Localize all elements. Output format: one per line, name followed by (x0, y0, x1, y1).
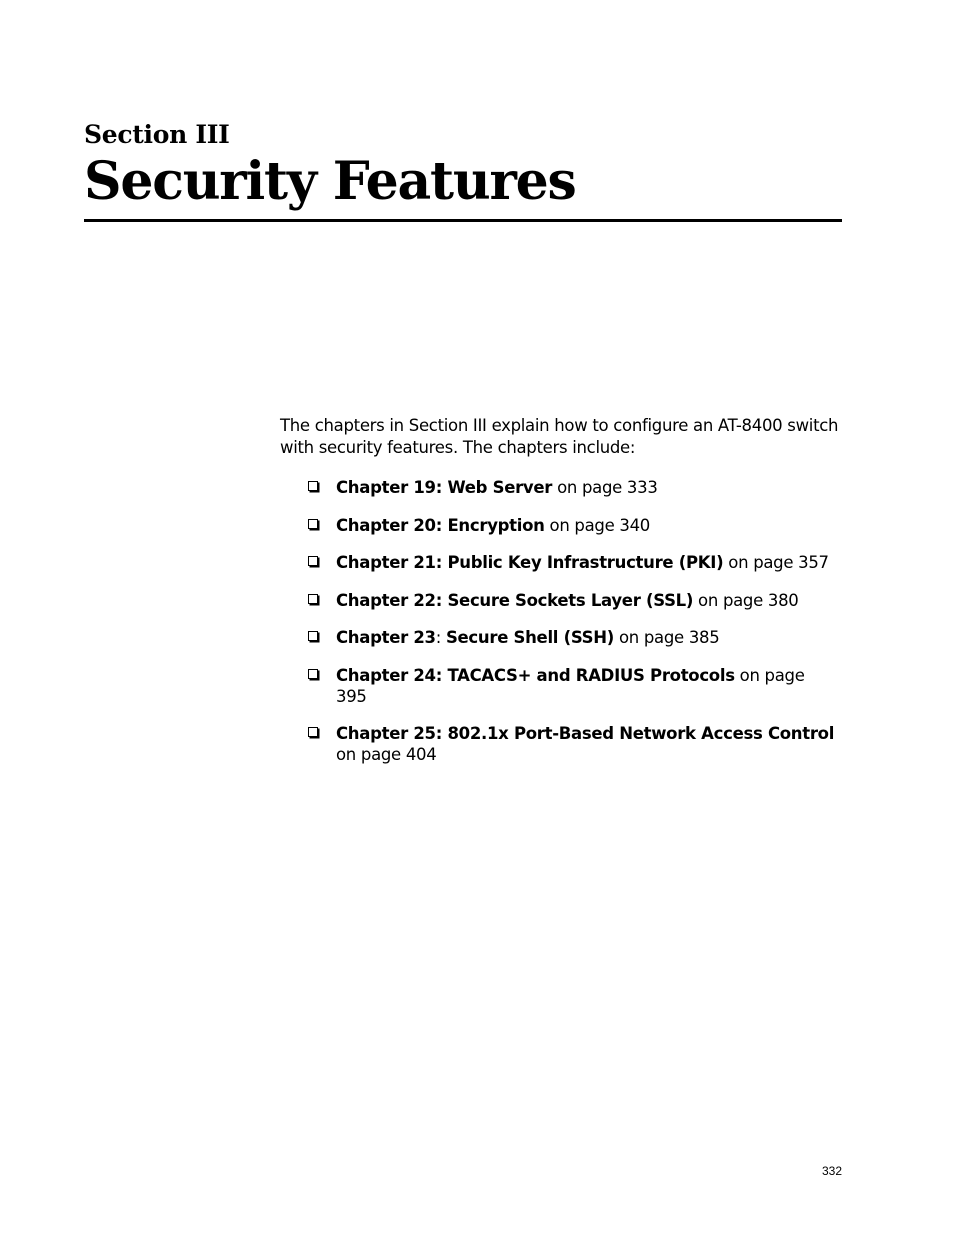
list-item (306, 515, 836, 536)
list-item (306, 627, 836, 648)
checkbox-bullet-icon (308, 727, 318, 737)
chapter-title: Chapter 21: Public Key Infrastructure (PKI) (336, 553, 724, 572)
chapter-title: Chapter 24: TACACS+ and RADIUS Protocols (336, 665, 735, 685)
list-item (306, 590, 836, 611)
chapter-page-ref: on page 333 (552, 478, 658, 497)
chapter-page-ref: on page 340 (544, 515, 650, 535)
chapter-page-ref: on page 395 (336, 665, 805, 706)
list-item (306, 723, 836, 765)
chapter-title: Chapter 19: Web Server (336, 478, 553, 497)
chapter-page-ref: on page 357 (723, 553, 829, 572)
page-number: 332 (822, 1164, 843, 1178)
chapter-subtitle: Secure Shell (SSH) (445, 628, 615, 647)
chapter-title: Chapter 23 (336, 628, 436, 647)
checkbox-bullet-icon (308, 556, 318, 566)
chapter-title: Chapter 22: Secure Sockets Layer (SSL) (336, 590, 694, 610)
chapter-title: Chapter 20: Encryption (336, 515, 545, 535)
title-divider (84, 219, 842, 222)
list-item (306, 477, 836, 498)
list-item (306, 665, 836, 707)
checkbox-bullet-icon (308, 481, 318, 491)
chapter-page-ref: on page 380 (693, 590, 799, 610)
chapter-separator: : (435, 628, 446, 647)
checkbox-bullet-icon (308, 631, 318, 641)
checkbox-bullet-icon (308, 669, 318, 679)
section-label: Section III (84, 120, 230, 149)
list-item (306, 552, 836, 573)
page-title: Security Features (84, 151, 576, 212)
checkbox-bullet-icon (308, 519, 318, 529)
chapter-page-ref: on page 404 (336, 745, 437, 764)
checkbox-bullet-icon (308, 594, 318, 604)
chapter-page-ref: on page 385 (614, 628, 720, 647)
intro-paragraph: The chapters in Section III explain how to configure an AT-8400 switch with security features. The chapters include: (280, 416, 839, 457)
chapter-title: Chapter 25: 802.1x Port-Based Network Access Control (336, 724, 835, 743)
chapter-list (306, 477, 836, 782)
